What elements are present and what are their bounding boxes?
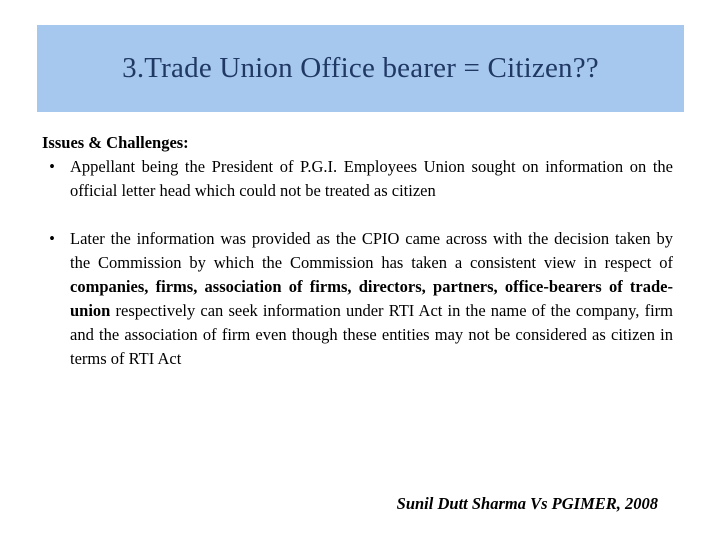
case-citation: Sunil Dutt Sharma Vs PGIMER, 2008 <box>396 494 658 513</box>
slide-title: 3.Trade Union Office bearer = Citizen?? <box>122 52 599 84</box>
bullet-text-bold: companies, firms, association of firms, directors, partners, office-bearers of trade-union <box>70 277 673 320</box>
bullet-text-part2: respectively can seek information under RTI Act in the name of the company, firm and the association of firm even though these entities may not be considered as citizen in terms of RTI Act <box>70 301 673 368</box>
bullet-item <box>42 155 673 203</box>
bullet-text: Appellant being the President of P.G.I. Employees Union sought on information on the official letter head which could not be treated as citizen <box>70 157 673 200</box>
bullet-text-part1: Later the information was provided as the CPIO came across with the decision taken by the Commission by which the Commission has taken a consistent view in respect of <box>70 229 673 272</box>
bullet-text <box>70 227 673 371</box>
bullet-dot: • <box>49 229 55 248</box>
slide-body <box>42 131 673 371</box>
section-heading: Issues & Challenges: <box>42 133 189 152</box>
bullet-dot: • <box>49 157 55 176</box>
bullet-item <box>42 227 673 371</box>
title-banner <box>37 25 684 112</box>
